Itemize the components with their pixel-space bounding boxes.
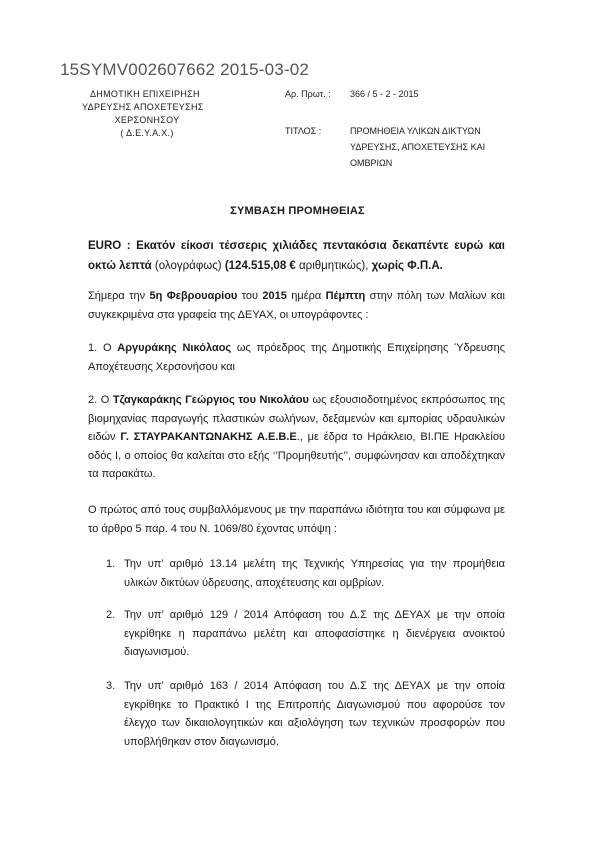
issuer-line: ΥΔΡΕΥΣΗΣ ΑΠΟΧΕΤΕΥΣΗΣ [82,102,204,112]
subject-label: ΤΙΤΛΟΣ : [285,126,322,136]
amount-figures-note: αριθμητικώς), [295,260,372,272]
party-number: 1. Ο [88,342,118,354]
subject-line: ΟΜΒΡΙΩΝ [350,158,393,168]
intro-text: του [237,290,263,302]
contract-day: 5η Φεβρουαρίου [149,290,238,302]
protocol-label: Αρ. Πρωτ. : [285,89,331,99]
subject-value [350,123,485,171]
subject-line: ΥΔΡΕΥΣΗΣ, ΑΠΟΧΕΤΕΥΣΗΣ ΚΑΙ [350,142,486,152]
issuer-line: ( Δ.Ε.Υ.Α.Χ.) [120,128,174,138]
party-1-paragraph [88,339,505,376]
intro-text: Σήμερα την [88,290,150,302]
intro-text: στην πόλη των Μαλίων και συγκεκριμένα στα γραφεία της ΔΕΥΑΧ, οι υπογράφοντες : [88,290,505,321]
vat-note: χωρίς Φ.Π.Α. [371,260,443,272]
party-2-name: Τζαγκαράκης Γεώργιος του Νικολάου [112,394,309,406]
party-number: 2. Ο [88,394,113,406]
supplier-company: Γ. ΣΤΑΥΡΑΚΑΝΤΩΝΑΚΗΣ Α.Ε.Β.Ε [120,431,297,443]
list-item: Την υπ’ αριθμό 163 / 2014 Απόφαση του Δ.Σ της ΔΕΥΑΧ με την οποία εγκρίθηκε το Πρακτικό Ι της Επιτροπής Διαγωνισμού που αφορούσε τον έλεγχο των δικαιολογητικών και αξιολόγηση των τεχνικών προσφορών που υποβλήθηκαν στον διαγωνισμό. [124,680,505,748]
issuer-line: ΧΕΡΣΟΝΗΣΟΥ [114,115,180,125]
party-2-role: ως εξουσιοδοτημένος εκπρόσωπος της βιομηχανίας παραγωγής πλαστικών σωλήνων, δεξαμενών και εμπορίας υδραυλικών ειδών [88,394,506,443]
contract-year: 2015 [262,290,287,302]
contract-amount [88,236,505,276]
list-item: Την υπ’ αριθμό 129 / 2014 Απόφαση του Δ.Σ της ΔΕΥΑΧ με την οποία εγκρίθηκε η παραπάνω μελέτη και αποφασίστηκε η διενέργεια ανοικτού διαγωνισμού. [124,609,505,658]
contract-weekday: Πέμπτη [325,290,366,302]
issuer-block [82,88,212,140]
party-1-name: Αργυράκης Νικόλαος [117,342,232,354]
subject-line: ΠΡΟΜΗΘΕΙΑ ΥΛΙΚΩΝ ΔΙΚΤΥΩΝ [350,126,481,136]
amount-words: EURO : Εκατόν είκοσι τέσσερις χιλιάδες πεντακόσια δεκαπέντε ευρώ και οκτώ λεπτά [88,240,505,272]
party-1-role: ως πρόεδρος της Δημοτικής Επιχείρησης Ύδρευσης Αποχέτευσης Χερσονήσου και [88,342,505,373]
list-number: 2. [106,609,116,621]
premise-paragraph: Ο πρώτος από τους συμβαλλόμενους με την παραπάνω ιδιότητα του και σύμφωνα με το άρθρο 5 παρ. 4 του Ν. 1069/80 έχοντας υπόψη : [88,504,505,535]
intro-text: ημέρα [286,290,326,302]
list-item: Την υπ’ αριθμό 13.14 μελέτη της Τεχνικής Υπηρεσίας για την προμήθεια υλικών δικτύων ύδρευσης, αποχέτευσης και ομβρίων. [124,558,505,589]
document-title: ΣΥΜΒΑΣΗ ΠΡΟΜΗΘΕΙΑΣ [230,205,365,217]
amount-figures: (124.515,08 € [224,260,296,272]
document-stamp: 15SYMV002607662 2015-03-02 [60,60,310,79]
list-number: 3. [106,680,116,692]
party-2-details: ., με έδρα το Ηράκλειο, ΒΙ.ΠΕ Ηρακλείου οδός Ι, ο οποίος θα καλείται στο εξής ‘’Προμηθευτής’’, συμφώνησαν και αποδέχτηκαν τα παρακάτω. [88,431,505,480]
list-number: 1. [106,558,116,570]
issuer-line: ΔΗΜΟΤΙΚΗ ΕΠΙΧΕΙΡΗΣΗ [90,89,200,99]
intro-paragraph [88,287,505,324]
party-2-paragraph [88,391,505,484]
amount-words-note: (ολογράφως) [151,260,225,272]
protocol-value: 366 / 5 - 2 - 2015 [350,89,419,99]
